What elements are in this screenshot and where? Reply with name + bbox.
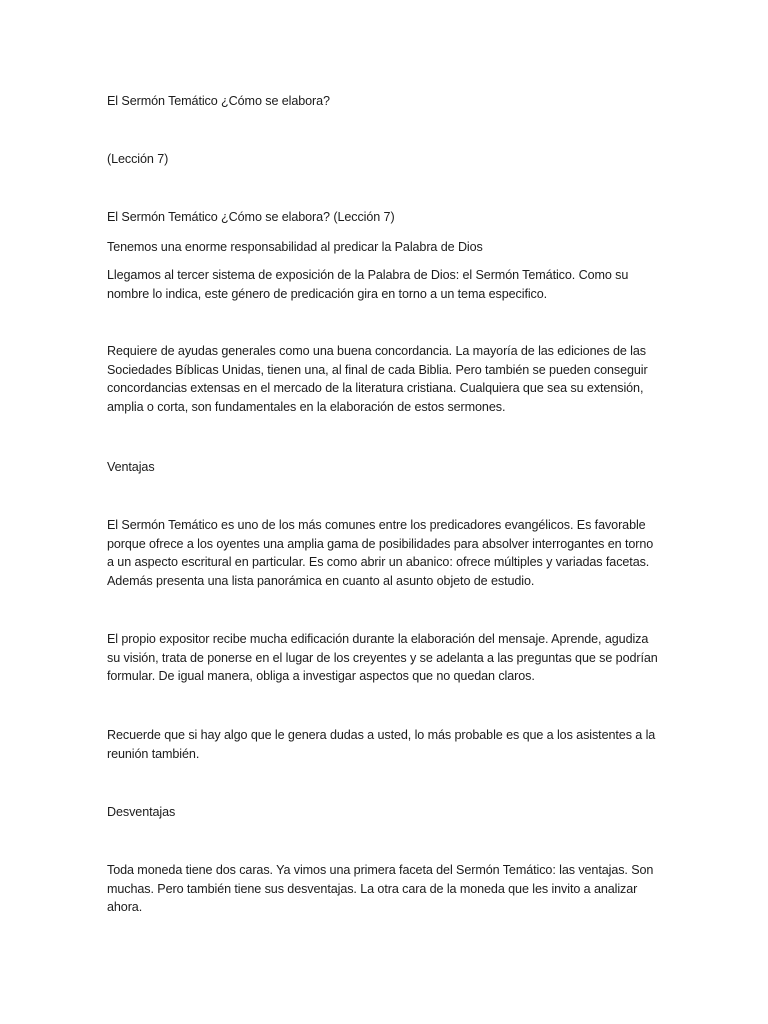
paragraph: El Sermón Temático es uno de los más comunes entre los predicadores evangélicos. Es favorable porque ofrece a los oyentes una amplia gama de posibilidades para absolver interrogantes en torno a un aspecto escritural en particular. Es como abrir un abanico: ofrece múltiples y variadas facetas. Además presenta una lista panorámica en cuanto al asunto objeto de estudio. [107, 518, 654, 588]
document-title-full: El Sermón Temático ¿Cómo se elabora? (Lección 7) [107, 210, 395, 224]
paragraph: Recuerde que si hay algo que le genera dudas a usted, lo más probable es que a los asistentes a la reunión también. [107, 728, 656, 761]
paragraph: El propio expositor recibe mucha edificación durante la elaboración del mensaje. Aprende, agudiza su visión, trata de ponerse en el lugar de los creyentes y se adelanta a las preguntas que se podrían formular. De igual manera, obliga a investigar aspectos que no quedan claros. [107, 632, 658, 683]
paragraph: Requiere de ayudas generales como una buena concordancia. La mayoría de las ediciones de las Sociedades Bíblicas Unidas, tienen una, al final de cada Biblia. Pero también se pueden conseguir concordancias extensas en el mercado de la literatura cristiana. Cualquiera que sea su extensión, amplia o corta, son fundamentales en la elaboración de estos sermones. [107, 344, 648, 414]
lesson-label: (Lección 7) [107, 152, 169, 166]
section-heading-ventajas: Ventajas [107, 460, 155, 474]
paragraph: Toda moneda tiene dos caras. Ya vimos una primera faceta del Sermón Temático: las ventajas. Son muchas. Pero también tiene sus desventajas. La otra cara de la moneda que les invito a analizar ahora. [107, 863, 654, 914]
document-title: El Sermón Temático ¿Cómo se elabora? [107, 94, 330, 108]
intro-line: Tenemos una enorme responsabilidad al predicar la Palabra de Dios [107, 240, 483, 254]
section-heading-desventajas: Desventajas [107, 805, 176, 819]
paragraph: Llegamos al tercer sistema de exposición de la Palabra de Dios: el Sermón Temático. Como su nombre lo indica, este género de predicación gira en torno a un tema especifico. [107, 268, 629, 301]
